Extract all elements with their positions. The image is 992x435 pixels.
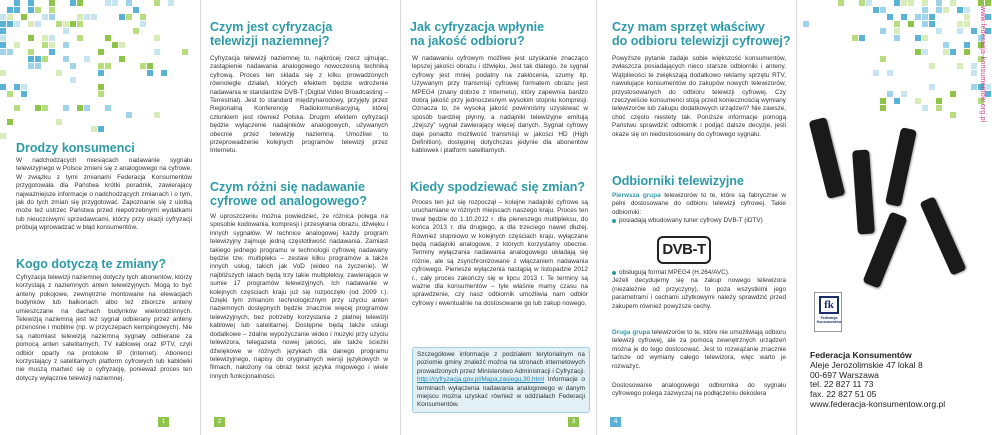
heading-line: do odbioru telewizji cyfrowej? (612, 34, 791, 48)
section-body-czym-rozni-sie: W uproszczeniu można powiedzieć, że różnica polega na sposobie kodowania, kompresji i przesyłania obrazu, dźwięku i innych sygnałów. W technice analogowej każdy program telewizyjny zajmuje jedną częstotliwość nadawania. Zamiast takiego jednego programu w technologii cyfrowej nadawany będzie tzw. multipleks – zestaw kilku programów a także innych usług, takich jak VoD (wideo na życzenie). W najbliższych latach będą trzy takie multipleksy, zawierające w sumie 17 programów telewizyjnych. Ich nadawanie w kolejnych częściach kraju już się rozpoczęło (od 2009 r.). Dzięki tym zmianom technologicznym przy użyciu anten naziemnych dostępnych będzie znacznie więcej programów telewizyjnych, bez potrzeby korzystania z płatnej telewizji kablowej lub satelitarnej. Dostępne będą także usługi dodatkowe – zdalne wypożyczanie wideo i muzyki przy użyciu telewizora, telegazeta nowej jakości, ale także ścieżki dźwiękowe w różnych językach dla danego programu telewizyjnego, napisy do oryginalnych wersji językowych w filmach, nałożony na obraz tekst języka migowego i wiele innych funkcjonalności. (210, 213, 388, 380)
heading-line: na jakość odbioru? (410, 34, 525, 48)
federacja-konsumentow-logo (814, 292, 842, 332)
group2-label: Druga grupa (612, 329, 651, 336)
heading-line: Czym różni się nadawanie (210, 180, 365, 194)
panel-3 (400, 0, 596, 435)
heading-line: Jak cyfryzacja wpłynie (410, 20, 545, 34)
group2-text: telewizorów to te, które nie umożliwiają odbioru telewizji cyfrowej, ale za pomocą zewnętrznych urządzeń można je do tego dostosować. Jest to rozwiązanie znacznie tańsze od wymiany całego telewizora, więc warto je rozważyć. (612, 329, 786, 370)
section-heading-czym-rozni-sie (210, 180, 367, 208)
contact-url[interactable]: www.federacja-konsumentow.org.pl (810, 398, 946, 409)
section-heading-drodzy-konsumenci (16, 141, 135, 155)
fk-logo-caption: Federacja Konsumentów (816, 316, 842, 325)
section-heading-czym-jest-cyfryzacja (210, 20, 332, 48)
group1-block-continued (612, 269, 786, 319)
vertical-website-url[interactable]: www.federacja-konsumentow.org.pl (979, 6, 986, 123)
heading-line: Czy mam sprzęt właściwy (612, 20, 765, 34)
bullet-mpeg4: obsługują format MPEG4 (H.264/AVC). (612, 269, 786, 277)
section-heading-czy-mam-sprzet (612, 20, 791, 48)
contact-org: Federacja Konsumentów (810, 350, 912, 360)
dvbt-logo: DVB-T (657, 236, 711, 264)
contact-street: Aleje Jerozolimskie 47 lokal 8 (810, 359, 923, 370)
section-heading-kiedy-zmian (410, 180, 585, 194)
panel-2 (200, 0, 400, 435)
info-box-text: Informacje o terminach wyłączenia nadawania analogowego w danym miejscu można uzyskać również w oddziałach Federacji Konsumentów. (417, 376, 585, 409)
section-heading-jakosc-odbioru (410, 20, 544, 48)
panel-1 (0, 0, 200, 435)
page-number: 4 (610, 417, 621, 427)
section-body-kogo-dotycza: Cyfryzacja telewizji naziemnej dotyczy tych abonentów, którzy korzystają z naziemnych anten telewizyjnych. Mogą to być anteny pokojowe, zewnętrzne montowane na elewacjach budynków lub balkonach albo też zbiorcze anteny umieszczane na dachach budynków wielorodzinnych. Telewizją naziemną jest też sygnał odbierany przez anteny przenośne i mobilne (np. w przyczepach kempingowych). Nie są natomiast telewizją naziemną sygnały odbierane za pomocą anten satelitarnych, TV kablowej oraz IPTV, czyli odbiór oparty na protokole IP (Internet). Abonenci korzystający z satelitarnych platform cyfrowych lub kablówki nie muszą martwić się o cyfryzację, ponieważ proces ten dotyczy wyłącznie telewizji naziemnej. (16, 274, 192, 382)
group1-label: Pierwsza grupa (612, 192, 661, 199)
contact-block (810, 351, 990, 410)
contact-city: 00-697 Warszawa (810, 369, 879, 380)
heading-line: cyfrowe od analogowego? (210, 194, 367, 208)
page-number: 2 (214, 417, 225, 427)
section-body-czym-jest-cyfryzacja: Cyfryzacja telewizji naziemnej to, najkrócej rzecz ujmując, zastąpienie nadawania analogowego nowoczesną techniką cyfrową. Proces ten składa się z kilku prowadzonych równolegle działań, których efektem będzie wdrożenie nadawania w standardzie DVB-T (Digital Video Broadcasting – Terrestrial). Jest to standard międzynarodowy, przyjęty przez Regionalną Konferencję Radiokomunikacyjną, której członkiem jest również Polska. Drugim efektem cyfryzacji będzie wyłączenie nadajników analogowych, używanych obecnie przez telewizję naziemną. Umożliwi to przeprowadzenie kolejnych programów telewizji przez Internetu. (210, 55, 388, 155)
group1-text: telewizorów to te, które są fabrycznie w pełni dostosowane do odbioru telewizji cyfrowej. Takie odbiorniki: (612, 192, 786, 216)
contact-tel: tel. 22 827 11 73 (810, 379, 874, 390)
fk-logo-mark: fk (819, 296, 839, 314)
section-body-jakosc-odbioru: W nadawaniu cyfrowym możliwe jest uzyskanie znacząco lepszej jakości obrazu i dźwięku. Jest tak dlatego, że sygnał cyfrowy jest mniej podatny na zakłócenia, szumy itp. Używanym przy transmisji cyfrowej formatem obrazu jest MPEG4 (znany dobrze z Internetu), który zapewnia bardzo dobrą jakość przy jednoczesnym wysokim stopniu kompresji. Oznacza to, że wysoką jakość powinniśmy uzyskiwać w sposób bardziej płynny, a nadajniki telewizyjne emitują „lżejszy” sygnał zawierający więcej danych. Sygnał cyfrowy daje ponadto możliwość transmisji w jakości HD (High Definition), dostępnej dotychczas jedynie dla abonentów kablowek i platform satelitarnych. (412, 55, 588, 155)
panel-4 (596, 0, 796, 435)
page-number: 1 (158, 417, 169, 427)
group2-block (612, 329, 786, 371)
contact-fax: fax. 22 827 51 05 (810, 389, 877, 400)
bullet-dvbt-tuner: posiadają wbudowany tuner cyfrowy DVB-T (iDTV) (612, 217, 786, 225)
info-box (412, 347, 590, 413)
section-heading-kogo-dotycza (16, 257, 166, 271)
heading-line: Kogo dotyczą te zmiany? (16, 257, 167, 271)
info-box-link[interactable]: http://cyfryzacja.gov.pl/Mapa,zasiegu,30.html (417, 376, 545, 384)
heading-line: Kiedy spodziewać się zmian? (410, 180, 586, 194)
section-body-czy-mam-sprzet: Powyższe pytanie zadaje sobie większość konsumentów, zwłaszcza posiadających nieco starsze odbiorniki i anteny. Wątpliwości te zwiększają dodatkowo reklamy sprzętu RTV, nawołujące konsumentów do zakupów nowych telewizorów, przystosowanych do odbioru telewizji cyfrowej. Czy rzeczywiście konsumenci stoją przed koniecznością wymiany telewizorów lub zakupu dodatkowych urządzeń? Nie zawsze, choć często niestety tak. Poniższe informacje pomogą Państwu sprawdzić odbiornik i podjąć dalsze decyzje, jeśli okaże się on niedostosowany do cyfrowego sygnału. (612, 55, 786, 138)
section-body-drodzy-konsumenci: W nadchodzących miesiącach nadawanie sygnału telewizyjnego w Polsce zmieni się z analogowego na cyfrowe. W związku z tymi zmianami Federacja Konsumentów przygotowała dla Państwa krótki poradnik, zawierający najważniejsze informacje o nadchodzących zmianach i o tym, jak do tych zmian się przygotować. Zapoznanie się z ulotką może też ustrzec Państwa przed niepotrzebnymi wydatkami lub nieuczciwymi sprzedawcami, którzy przy okazji cyfryzacji próbują wprowadzać w błąd konsumentów. (16, 157, 192, 232)
heading-line: Odbiorniki telewizyjne (612, 174, 744, 188)
page-number: 3 (568, 417, 579, 427)
section-body-kiedy-zmian: Proces ten już się rozpoczął – kolejne nadajniki cyfrowe są uruchamiane w różnych miejscach naszego kraju. Proces ten trwał będzie do 1.10.2012 r. dla pierwszego multipleksu, do końca 2013 r. dla drugiego, a dla trzeciego nawet dłużej. Również stopniowo w kolejnych częściach kraju, wyłączane będą nadajniki analogowe, z których korzystamy obecnie. Terminy wyłączania nadawania analogowego układają się różnie, ale są zsynchronizowane z włączaniem nadawania cyfrowego. Pierwsze wyłączenia nastąpią w listopadzie 2012 r., cały proces zakończy się w lipcu 2013 r. Te terminy są ważne dla konsumentów – tyle właśnie mamy czasu na sprawdzenie, czy nasz odbiornik umożliwia nam odbiór cyfrowy i ewentualnie na dostosowanie go lub zakup nowego. (412, 199, 588, 307)
closing-text: Dostosowanie analogowego odbiornika do sygnału cyfrowego polega zazwyczaj na podłączeniu dekodera (612, 382, 786, 398)
heading-line: Czym jest cyfryzacja (210, 20, 333, 34)
heading-line: telewizji naziemnej? (210, 34, 330, 48)
section-heading-odbiorniki (612, 174, 744, 188)
group1-block (612, 192, 786, 232)
after-bullets-text: Jeżeli decydujemy się na zakup nowego telewizora (niezależnie od przyczyny), to poza wszystkimi jego parametrami i cechami użytkowymi należy sprawdzić przed zakupem również powyższe cechy. (612, 277, 786, 310)
heading-line: Drodzy konsumenci (16, 141, 135, 155)
info-box-text: Szczegółowe informacje z podziałem terytorialnym na poziomie gminy znaleźć można na stronach internetowych prowadzonych przez Ministerstwo Administracji i Cyfryzacji. (417, 351, 585, 375)
